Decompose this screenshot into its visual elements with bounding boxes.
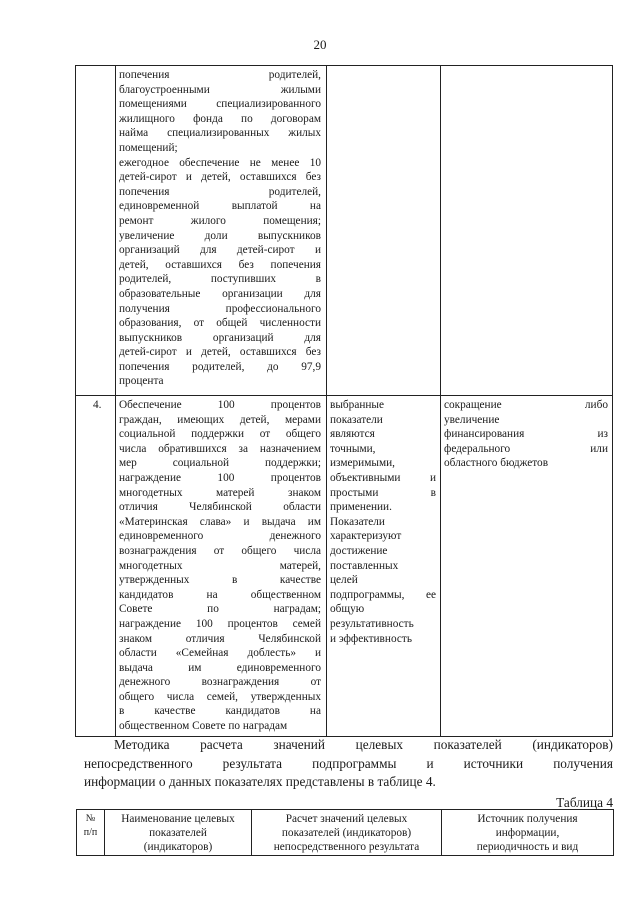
text-line: организаций для детей-сирот и (119, 244, 321, 257)
table-caption: Таблица 4 (556, 795, 613, 810)
text-line: социальной поддержки от общего (119, 428, 321, 441)
text-line: являются (330, 428, 375, 441)
text-line: многодетных матерей знаком (119, 486, 321, 499)
text-line: ежегодное обеспечение не менее 10 (119, 156, 321, 169)
text-line: помещениями специализированного (119, 98, 321, 111)
text-line: измеримыми, (330, 457, 395, 470)
text-line: непосредственного результата подпрограммы и источники получения (84, 755, 613, 771)
text-line: процента (119, 375, 164, 388)
text-line: Совете по наградам; (119, 603, 321, 616)
table-border-left (75, 65, 76, 737)
row-number: 4. (93, 399, 102, 411)
text-line: граждан, имеющих детей, мерами (119, 413, 321, 426)
text-line: помещений; (119, 141, 178, 154)
header-indicator-name: Наименование целевых показателей (индикаторов) (105, 810, 252, 856)
text-line: ремонт жилого помещения; (119, 214, 321, 227)
text-line: образования, от общей численности (119, 317, 321, 330)
text-line: информации о данных показателях представлены в таблице 4. (84, 774, 436, 790)
text-line: целей (330, 574, 358, 587)
text-line: многодетных матерей, (119, 559, 321, 572)
text-line: Обеспечение 100 процентов (119, 399, 321, 411)
text-line: достижение (330, 544, 388, 557)
text-line: единовременного денежного (119, 530, 321, 543)
text-line: выпускников организаций для (119, 331, 321, 344)
text-line: выбранные (330, 399, 385, 411)
text-line: награждение 100 процентов (119, 471, 321, 484)
text-line: попечения родителей, (119, 69, 321, 81)
text-line: жилищного фонда по договорам (119, 112, 321, 125)
text-line: вознаграждения от общего числа (119, 544, 321, 557)
text-line: награждение 100 процентов семей (119, 617, 321, 630)
text-line: единовременной выплатой на (119, 200, 321, 213)
header-source: Источник получения информации, периодичность и вид (442, 810, 614, 856)
text-line: детей, оставшихся без попечения (119, 258, 321, 271)
header-number: № п/п (77, 810, 105, 856)
table-4-header (76, 809, 614, 856)
text-line: области «Семейная доблесть» и (119, 647, 321, 660)
text-line: результативность (330, 617, 414, 630)
row-divider (75, 395, 613, 396)
methodology-paragraph (84, 736, 613, 792)
row4-indicators (119, 398, 321, 734)
text-line: областного бюджетов (444, 457, 549, 470)
text-line: в качестве кандидатов на (119, 705, 321, 718)
text-line: общую (330, 603, 365, 616)
table-border-col2 (326, 65, 327, 737)
page-number: 20 (313, 37, 327, 52)
text-line: родителей, поступивших в (119, 273, 321, 286)
table-border-top (75, 65, 613, 66)
text-line: финансирования из (444, 428, 608, 441)
row4-justification (330, 398, 436, 646)
continued-table (75, 65, 613, 737)
continued-row-indicators (119, 68, 321, 389)
text-line: федерального или (444, 442, 608, 455)
text-line: «Материнская слава» и выдача им (119, 515, 321, 528)
table-border-col3 (440, 65, 441, 737)
text-line: точными, (330, 442, 376, 455)
text-line: детей-сирот и детей, оставшихся без (119, 171, 321, 184)
text-line: подпрограммы, ее (330, 588, 436, 601)
text-line: простыми в (330, 486, 436, 499)
text-line: объективными и (330, 471, 436, 484)
text-line: кандидатов на общественном (119, 588, 321, 601)
text-line: увеличение доли выпускников (119, 229, 321, 242)
table-border-col1 (115, 65, 116, 737)
text-line: детей-сирот и детей, оставшихся без (119, 346, 321, 359)
text-line: попечения родителей, (119, 185, 321, 198)
table-border-right (612, 65, 613, 737)
text-line: применении. (330, 501, 392, 514)
text-line: общего числа семей, утвержденных (119, 690, 321, 703)
text-line: знаком отличия Челябинской (119, 632, 321, 645)
text-line: благоустроенными жилыми (119, 83, 321, 96)
text-line: числа обратившихся за назначением (119, 442, 321, 455)
text-line: выдача им единовременного (119, 661, 321, 674)
text-line: Показатели (330, 515, 385, 528)
header-calculation: Расчет значений целевых показателей (индикаторов) непосредственного результата (252, 810, 442, 856)
text-line: и эффективность (330, 632, 412, 645)
text-line: получения профессионального (119, 302, 321, 315)
table-header-row (77, 810, 614, 856)
text-line: сокращение либо (444, 399, 608, 411)
text-line: характеризуют (330, 530, 402, 543)
text-line: увеличение (444, 413, 500, 426)
text-line: показатели (330, 413, 383, 426)
text-line: попечения родителей, до 97,9 (119, 360, 321, 373)
text-line: мер социальной поддержки; (119, 457, 321, 470)
row4-impact (444, 398, 608, 471)
text-line: денежного вознаграждения от (119, 676, 321, 689)
text-line: поставленных (330, 559, 399, 572)
text-line: Методика расчета значений целевых показателей (индикаторов) (114, 737, 613, 752)
text-line: отличия Челябинской области (119, 501, 321, 514)
text-line: образовательные организации для (119, 287, 321, 300)
text-line: общественном Совете по наградам (119, 720, 288, 733)
text-line: найма специализированных жилых (119, 127, 321, 140)
text-line: утвержденных в качестве (119, 574, 321, 587)
